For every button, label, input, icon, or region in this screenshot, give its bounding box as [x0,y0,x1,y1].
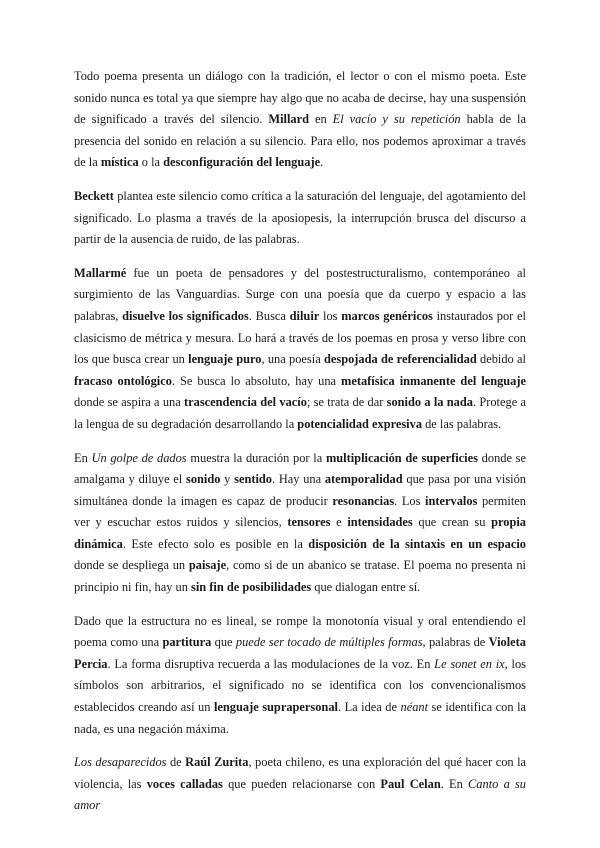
text-run: y [220,472,235,487]
text-run: , como si de un abanico se tratase. El poema no presenta ni principio ni fin, hay un [74,558,526,595]
bold-term: intensidades [347,515,413,530]
text-run: , los símbolos son arbitrarios, el significado no se identifica con los convencionalismos establecidos creando así un [74,656,527,715]
bold-term: Millard [268,112,310,127]
bold-term: sentido [234,472,272,487]
text-run: que crean su [412,515,492,530]
bold-term: Paul Celan [380,776,441,791]
italic-title: El vacío y su repetición [332,112,461,127]
text-run: se identifica con la nada, es una negación máxima. [74,700,527,736]
bold-term: paisaje [188,558,227,573]
text-run: los [319,308,342,323]
text-run: ; se trata de dar [306,395,387,410]
bold-term: sonido [186,472,221,487]
italic-title: Le sonet en ix [434,656,505,671]
italic-title: Canto a su amor [74,776,527,813]
text-run: de [166,755,186,770]
text-run: que pueden relacionarse con [222,776,381,791]
text-run: . [320,155,324,170]
text-run: . Busca [248,308,290,323]
text-run: . La idea de [337,700,401,715]
text-run: , poeta chileno, es una exploración del qué hacer con la violencia, las [74,755,527,791]
bold-term: potencialidad expresiva [297,416,423,431]
text-run: donde se amalgama y diluye el [74,450,526,487]
italic-title: Un golpe de dados [91,450,187,465]
bold-term: partitura [162,635,212,650]
text-run: instaurados por el clasicismo de métrica y mesura. Lo hará a través de los poemas en prosa y verso libre con los que busca crear un [74,308,526,367]
text-run: donde se aspira a una [74,395,185,410]
bold-term: intervalos [425,493,478,508]
bold-term: lenguaje suprapersonal [213,700,338,715]
text-run: que dialogan entre sí. [311,580,421,595]
text-run: Dado que la estructura no es lineal, se rompe la monotonía visual y oral entendiendo el poema como una [74,613,526,650]
text-run: permiten ver y escuchar estos ruidos y silencios, [74,493,527,530]
text-run: fue un poeta de pensadores y del postestructuralismo, contemporáneo al surgimiento de las Vanguardias. Surge con una poesía que da cuerpo y espacio a las palabras, [74,265,526,323]
paragraph-golpe-de-dados [74,448,526,599]
italic-title: néant [400,700,429,715]
text-run: . Los [394,493,426,508]
bold-term: resonancias [332,493,395,508]
bold-term: diluir [289,308,320,323]
bold-term: Mallarmé [74,265,127,280]
text-run: de las palabras. [422,416,502,431]
bold-term: lenguaje puro [188,352,262,367]
paragraph-beckett [74,186,526,251]
text-run: . En [440,776,469,791]
italic-title: puede ser tocado de múltiples formas [235,635,423,650]
bold-term: despojada de referencialidad [323,352,477,367]
bold-term: Beckett [74,188,114,203]
paragraph-zurita [74,752,526,817]
bold-term: disuelve los significados [122,308,249,323]
text-run: . La forma disruptiva recuerda a las modulaciones de la voz. En [107,656,435,671]
bold-term: atemporalidad [324,472,403,487]
text-run: e [330,515,348,530]
text-run: Todo poema presenta un diálogo con la tradición, el lector o con el mismo poeta. Este sonido nunca es total ya que siempre hay algo que no acaba de decirse, hay una suspensión de significado a través del silencio. [74,69,526,127]
bold-term: multiplicación de superficies [325,450,478,465]
bold-term: desconfiguración del lenguaje [163,155,321,170]
text-run: . Se busca lo absoluto, hay una [171,373,342,388]
text-run: , palabras de [422,635,489,650]
text-run: habla de la presencia del sonido en relación a su silencio. Para ello, nos podemos aproximar a través de la [74,112,527,170]
text-run: , una poesía [261,352,324,367]
bold-term: Violeta Percia [74,635,526,671]
bold-term: sonido a la nada [386,395,473,410]
bold-term: voces calladas [146,776,223,791]
paragraph-partitura [74,611,526,741]
text-run: debido al [476,352,526,367]
text-run: En [74,450,92,465]
text-run: donde se despliega un [74,558,189,573]
bold-term: fracaso ontológico [74,373,172,388]
paragraph-mallarme [74,263,526,436]
text-run: o la [138,155,164,170]
text-run: muestra la duración por la [186,450,326,465]
bold-term: disposición de la sintaxis en un espacio [308,536,526,551]
text-run: plantea este silencio como crítica a la saturación del lenguaje, del agotamiento del significado. Lo plasma a través de la aposiopesis, la interrupción brusca del discurso a partir de la ausencia de ruido, de las palabras. [74,188,526,247]
bold-term: tensores [287,515,331,530]
bold-term: mística [100,155,139,170]
bold-term: trascendencia del vacío [184,395,307,410]
bold-term: metafísica inmanente del lenguaje [341,373,526,388]
text-run: . Este efecto solo es posible en la [122,536,309,551]
italic-title: Los desaparecidos [74,755,167,770]
bold-term: propia dinámica [74,515,526,551]
text-run: que [211,635,236,650]
bold-term: Raúl Zurita [185,755,249,770]
bold-term: marcos genéricos [341,308,433,323]
text-run: . Protege a la lengua de su degradación desarrollando la [74,395,526,431]
text-run: en [309,112,333,127]
text-run: que pasa por una visión simultánea donde la imagen es capaz de producir [74,472,526,508]
paragraph-tradicion [74,66,526,174]
bold-term: sin fin de posibilidades [191,580,312,595]
text-run: . Hay una [272,472,325,487]
